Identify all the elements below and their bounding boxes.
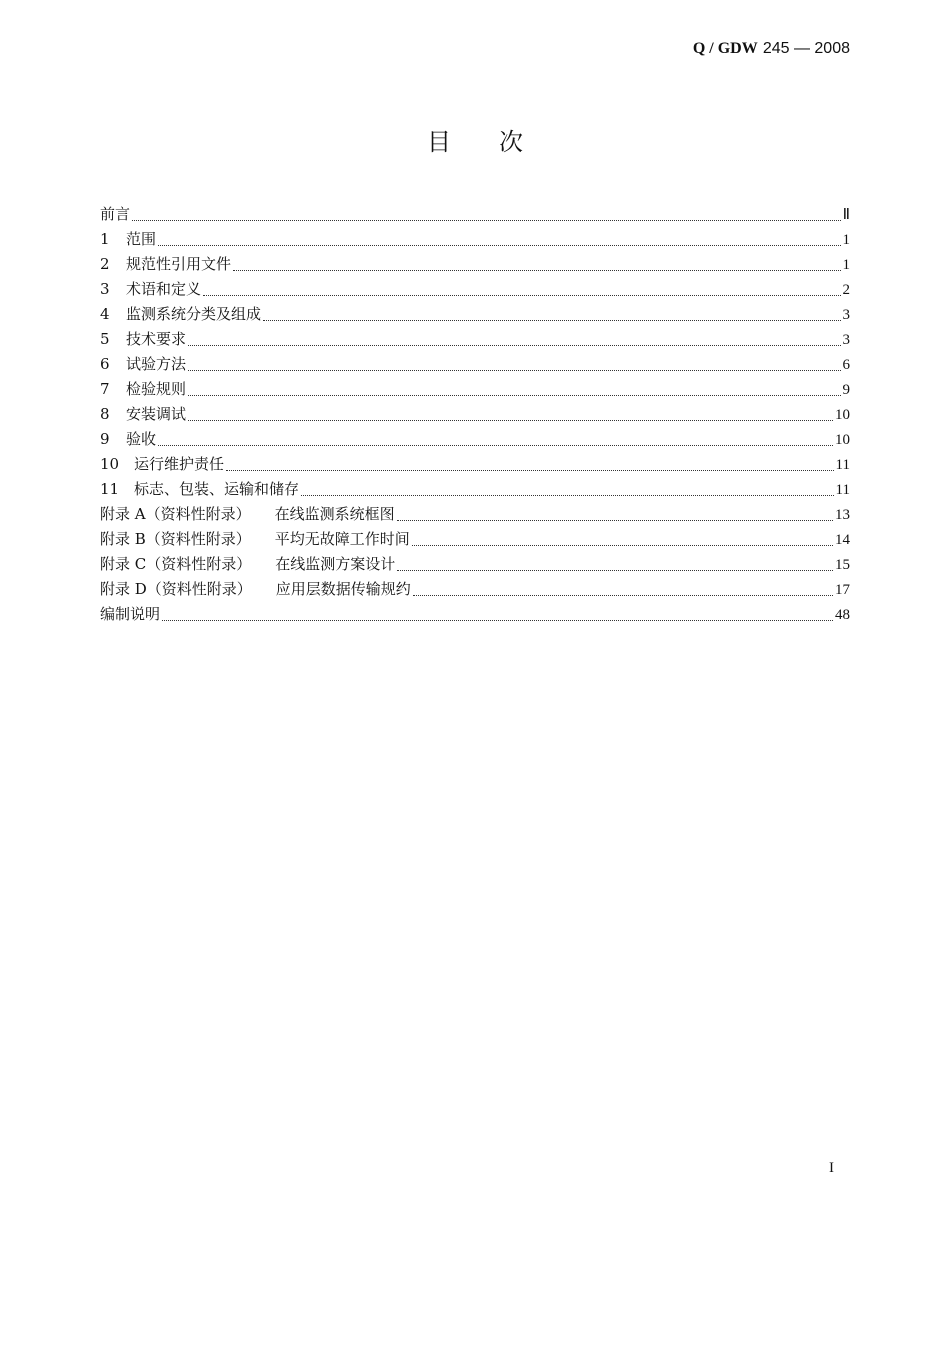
toc-entry-page: 2 [842,282,850,298]
appendix-type: 附录 C（资料性附录） [100,555,252,573]
toc-entry-number: 8 [100,405,110,423]
toc-entry-page: 10 [835,407,850,423]
toc-title-first: 目 [427,128,451,156]
toc-leader-dots [397,520,833,521]
toc-leader-dots [263,320,840,321]
toc-leader-dots [188,345,840,346]
toc-leader-dots [188,420,833,421]
toc-entry-page: 9 [842,382,850,398]
toc-entry-label: 试验方法 [126,355,187,373]
toc-entry-label: 技术要求 [126,330,187,348]
toc-leader-dots [203,295,840,296]
toc-entry-number: 1 [100,230,110,248]
toc-entry-10[interactable] [100,452,850,477]
toc-entry-number: 2 [100,255,110,273]
toc-entry-number: 9 [100,430,110,448]
toc-leader-dots [158,445,833,446]
toc-entry-page: 1 [842,232,850,248]
toc-entry-label: 范围 [126,230,157,248]
toc-entry-preface[interactable] [100,202,850,227]
standard-prefix: Q / GDW [692,40,758,57]
toc-entry-9[interactable] [100,427,850,452]
toc-entry-page: 3 [842,307,850,323]
toc-entry-7[interactable] [100,377,850,402]
toc-title-second: 次 [499,128,523,156]
standard-number: 245 — 2008 [762,40,850,57]
toc-entry-5[interactable] [100,327,850,352]
toc-entry-page: 11 [835,457,850,473]
toc-entry-number: 6 [100,355,110,373]
toc-entry-6[interactable] [100,352,850,377]
toc-leader-dots [162,620,833,621]
toc-entry-1[interactable] [100,227,850,252]
toc-entry-label [100,552,395,577]
toc-entry-page: 14 [835,532,850,548]
toc-entry-number: 3 [100,280,110,298]
toc-entry-label: 安装调试 [126,405,187,423]
appendix-title: 平均无故障工作时间 [274,530,410,548]
toc-entry-label: 监测系统分类及组成 [126,305,262,323]
toc-entry-appendix-b[interactable] [100,527,850,552]
toc-entry-4[interactable] [100,302,850,327]
toc-entry-label: 检验规则 [126,380,187,398]
toc-entry-label: 运行维护责任 [134,455,225,473]
toc-entry-label [100,502,395,527]
toc-entry-label: 验收 [126,430,157,448]
toc-entry-label: 术语和定义 [126,280,202,298]
toc-entry-label: 标志、包装、运输和储存 [134,480,300,498]
toc-leader-dots [188,395,840,396]
appendix-type: 附录 B（资料性附录） [100,530,251,548]
toc-entry-page: 6 [842,357,850,373]
toc-leader-dots [412,545,833,546]
toc-entry-page: 13 [835,507,850,523]
toc-leader-dots [413,595,833,596]
toc-leader-dots [158,245,840,246]
toc-leader-dots [301,495,834,496]
toc-entry-page: 15 [835,557,850,573]
document-code [693,38,850,58]
toc-entry-number: 10 [100,455,120,473]
toc-entry-compilation-notes[interactable] [100,602,850,627]
toc-entry-page: Ⅱ [842,207,850,223]
toc-entry-3[interactable] [100,277,850,302]
toc-leader-dots [233,270,840,271]
toc-entry-11[interactable] [100,477,850,502]
toc-entry-label [100,577,411,602]
toc-leader-dots [397,570,833,571]
toc-entry-page: 3 [842,332,850,348]
appendix-title: 在线监测方案设计 [275,555,396,573]
toc-leader-dots [226,470,834,471]
toc-entry-page: 11 [835,482,850,498]
toc-entry-page: 10 [835,432,850,448]
toc-title [0,122,950,157]
toc-entry-label: 编制说明 [100,605,161,623]
toc-leader-dots [188,370,840,371]
toc-entry-appendix-c[interactable] [100,552,850,577]
toc-entry-label [100,527,410,552]
appendix-title: 应用层数据传输规约 [275,580,411,598]
toc-entry-appendix-d[interactable] [100,577,850,602]
toc-entry-page: 1 [842,257,850,273]
page-number: I [829,1160,834,1176]
toc-entry-label: 规范性引用文件 [126,255,232,273]
toc-entry-label: 前言 [100,205,131,223]
appendix-type: 附录 D（资料性附录） [100,580,252,598]
toc-entry-number: 4 [100,305,110,323]
toc-entry-number: 11 [100,480,120,498]
toc-entry-number: 5 [100,330,110,348]
toc-list [100,202,850,627]
toc-entry-page: 48 [835,607,850,623]
toc-leader-dots [132,220,841,221]
toc-entry-2[interactable] [100,252,850,277]
toc-entry-page: 17 [835,582,850,598]
toc-entry-8[interactable] [100,402,850,427]
toc-entry-appendix-a[interactable] [100,502,850,527]
appendix-title: 在线监测系统框图 [274,505,395,523]
toc-entry-number: 7 [100,380,110,398]
appendix-type: 附录 A（资料性附录） [100,505,251,523]
